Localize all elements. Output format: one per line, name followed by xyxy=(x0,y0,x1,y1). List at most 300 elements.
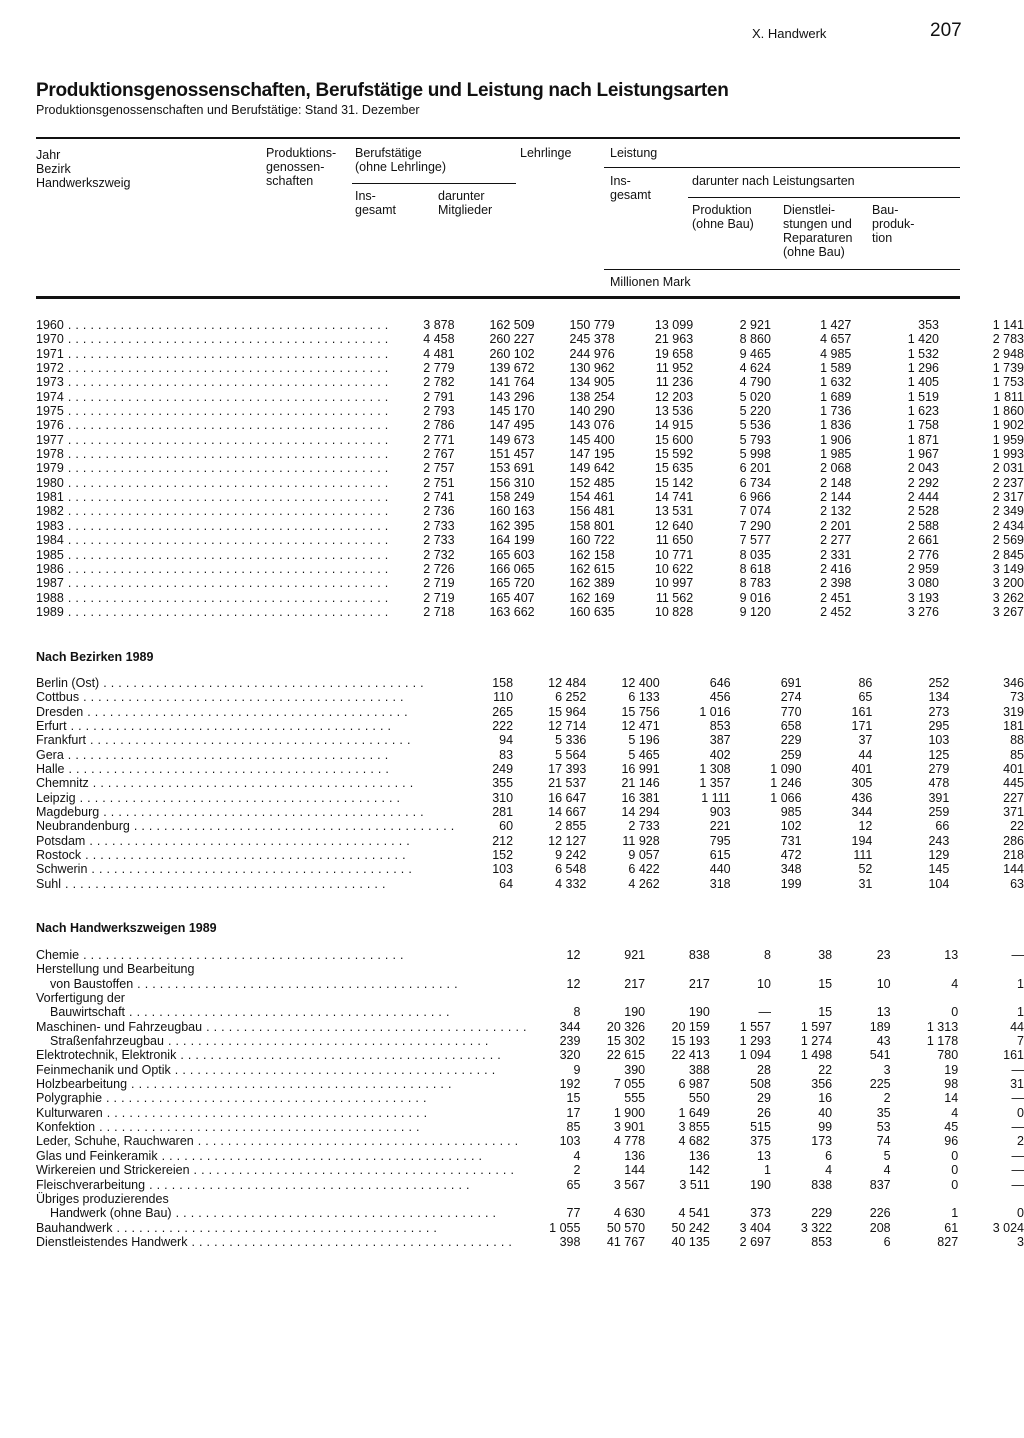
table-cell: 160 635 xyxy=(569,604,615,619)
table-cell: 94 xyxy=(499,733,514,748)
table-row xyxy=(36,490,1024,504)
table-row xyxy=(36,1192,1024,1206)
table-cell: 318 xyxy=(709,876,731,891)
table-cell: 10 xyxy=(757,976,771,991)
table-cell: 2 452 xyxy=(820,604,852,619)
table-row xyxy=(36,748,1024,762)
table-cell: 281 xyxy=(492,805,514,820)
table-cell: 0 xyxy=(951,1163,959,1178)
table-cell: 2 786 xyxy=(423,418,455,433)
table-cell: 103 xyxy=(492,862,514,877)
row-label: Berlin (Ost) . . . xyxy=(36,676,455,690)
table-cell: 173 xyxy=(811,1134,833,1149)
table-cell: 550 xyxy=(688,1091,710,1106)
table-row xyxy=(36,461,1024,475)
table-cell: 1 519 xyxy=(907,389,939,404)
table-cell: 4 332 xyxy=(555,876,587,891)
table-cell: 11 928 xyxy=(622,833,660,848)
table-row xyxy=(36,834,1024,848)
table-cell: 1 623 xyxy=(907,404,939,419)
table-cell: 2 201 xyxy=(820,518,852,533)
table-cell: 837 xyxy=(869,1177,891,1192)
table-cell: 838 xyxy=(688,948,710,962)
table-row xyxy=(36,1120,1024,1134)
table-row xyxy=(36,1235,1024,1249)
row-label: Frankfurt . . . xyxy=(36,733,455,747)
table-cell: 165 603 xyxy=(489,547,535,562)
table-cell: 136 xyxy=(688,1148,710,1163)
table-cell: 26 xyxy=(757,1105,771,1120)
rule-under-darunter xyxy=(688,197,960,198)
table-cell: 827 xyxy=(937,1234,959,1249)
table-cell: 1 016 xyxy=(699,704,731,719)
table-cell: 2 719 xyxy=(423,590,455,605)
table-cell: 199 xyxy=(780,876,802,891)
table-cell: 2 733 xyxy=(628,819,660,834)
table-cell: 3 267 xyxy=(992,604,1024,619)
table-cell: 1 xyxy=(1017,1005,1024,1020)
table-cell: 4 790 xyxy=(739,375,771,390)
table-cell: 3 901 xyxy=(613,1120,646,1135)
row-label: Kulturwaren . . . xyxy=(36,1106,527,1120)
table-cell: 1 906 xyxy=(820,432,852,447)
table-cell: 1 985 xyxy=(820,447,852,462)
table-cell: 143 296 xyxy=(489,389,535,404)
table-row xyxy=(36,347,1024,361)
table-cell: 4 630 xyxy=(613,1206,646,1221)
table-cell: 2 855 xyxy=(555,819,587,834)
table-cell xyxy=(645,991,710,1005)
table-cell: 2 588 xyxy=(907,518,939,533)
table-cell: 1 178 xyxy=(926,1034,959,1049)
table-cell: 7 055 xyxy=(613,1077,646,1092)
table-cell: 5 998 xyxy=(739,447,771,462)
row-label: Fleischverarbeitung . . . xyxy=(36,1178,527,1192)
row-label: Cottbus . . . xyxy=(36,690,455,704)
table-cell: 375 xyxy=(750,1134,771,1149)
table-cell: 780 xyxy=(937,1048,959,1063)
table-cell: 8 035 xyxy=(739,547,771,562)
table-cell: 15 xyxy=(818,976,833,991)
table-cell: 2 434 xyxy=(992,518,1024,533)
table-cell: 391 xyxy=(928,790,950,805)
table-cell: 2 718 xyxy=(423,604,455,619)
row-label: 1973 . . . xyxy=(36,375,389,389)
table-cell: 265 xyxy=(492,704,514,719)
table-cell: 111 xyxy=(853,848,873,863)
table-cell: 50 242 xyxy=(671,1220,710,1235)
table-cell: 225 xyxy=(869,1077,891,1092)
table-cell: 3 024 xyxy=(992,1220,1024,1235)
table-cell: 2 733 xyxy=(423,533,455,548)
table-cell: 134 xyxy=(928,690,950,705)
table-cell: 1 498 xyxy=(800,1048,833,1063)
row-label: Leipzig . . . xyxy=(36,791,455,805)
row-label: Holzbearbeitung . . . xyxy=(36,1077,527,1091)
table-header-bottom-rule xyxy=(36,296,960,299)
table-cell: 1 066 xyxy=(770,790,802,805)
table-cell: 401 xyxy=(851,762,873,777)
table-cell: 1 094 xyxy=(739,1048,771,1063)
table-cell: 10 771 xyxy=(654,547,694,562)
table-cell: 12 127 xyxy=(548,833,587,848)
table-cell xyxy=(527,991,581,1005)
table-cell: 154 461 xyxy=(569,490,615,505)
table-cell: 1 xyxy=(1017,976,1024,991)
table-cell: 2 771 xyxy=(423,432,455,447)
table-row xyxy=(36,1048,1024,1062)
table-cell: 52 xyxy=(858,862,873,877)
row-label: Bauwirtschaft . . . xyxy=(36,1005,527,1019)
table-cell: 217 xyxy=(624,976,646,991)
table-cell: 162 509 xyxy=(489,318,535,332)
table-cell: 1 753 xyxy=(992,375,1024,390)
running-head: X. Handwerk xyxy=(752,26,827,41)
table-row xyxy=(36,819,1024,833)
table-cell: 37 xyxy=(858,733,873,748)
header-bauproduktion: Bau- produk- tion xyxy=(872,203,915,245)
table-cell xyxy=(527,962,581,976)
table-cell xyxy=(645,962,710,976)
table-cell: 22 615 xyxy=(606,1048,646,1063)
table-row xyxy=(36,877,1024,891)
row-label: 1960 . . . xyxy=(36,318,389,332)
table-cell: 1 900 xyxy=(613,1105,646,1120)
table-cell: 166 065 xyxy=(489,561,535,576)
table-cell: 181 xyxy=(1003,719,1024,734)
table-cell: 1 141 xyxy=(992,318,1024,332)
table-cell: 218 xyxy=(1003,848,1024,863)
table-cell: 853 xyxy=(709,719,731,734)
table-cell: 165 407 xyxy=(489,590,535,605)
table-cell: 8 860 xyxy=(739,332,771,347)
table-cell: 2 528 xyxy=(907,504,939,519)
table-cell: 7 577 xyxy=(739,533,771,548)
table-cell: 1 055 xyxy=(549,1220,581,1235)
table-cell: 13 xyxy=(944,948,959,962)
table-cell: 9 057 xyxy=(628,848,660,863)
table-cell: 903 xyxy=(709,805,731,820)
table-row xyxy=(36,1206,1024,1220)
table-cell: 3 149 xyxy=(992,561,1024,576)
table-cell: 73 xyxy=(1010,690,1024,705)
table-cell: 151 457 xyxy=(489,447,535,462)
table-cell: 1 296 xyxy=(907,361,939,376)
table-cell: 1 739 xyxy=(992,361,1024,376)
table-cell: 38 xyxy=(818,948,833,962)
table-cell: 156 310 xyxy=(489,475,535,490)
page-number: 207 xyxy=(930,20,962,41)
table-cell: 152 xyxy=(492,848,514,863)
table-cell: 23 xyxy=(876,948,891,962)
table-cell: 2 733 xyxy=(423,518,455,533)
table-cell: 353 xyxy=(918,318,939,332)
table-cell: 222 xyxy=(492,719,514,734)
table-cell: 1 959 xyxy=(992,432,1024,447)
table-row xyxy=(36,1063,1024,1077)
table-cell: 356 xyxy=(811,1077,833,1092)
table-cell: 2 661 xyxy=(907,533,939,548)
table-cell: 1 589 xyxy=(820,361,852,376)
table-cell: 1 090 xyxy=(770,762,802,777)
table-cell: 15 592 xyxy=(654,447,694,462)
table-cell: 6 966 xyxy=(739,490,771,505)
table-cell: 2 751 xyxy=(423,475,455,490)
table-cell: 390 xyxy=(624,1062,646,1077)
table-cell: 8 783 xyxy=(739,576,771,591)
table-cell: — xyxy=(1011,948,1024,962)
table-cell: 85 xyxy=(566,1120,581,1135)
table-cell: 2 237 xyxy=(992,475,1024,490)
table-row xyxy=(36,705,1024,719)
table-cell: 3 xyxy=(1017,1234,1024,1249)
table-cell: 9 120 xyxy=(739,604,771,619)
table-cell: 9 242 xyxy=(555,848,587,863)
table-cell: 1 274 xyxy=(800,1034,833,1049)
table-cell: 252 xyxy=(928,676,950,690)
table-cell: — xyxy=(1011,1091,1024,1106)
row-label: Erfurt . . . xyxy=(36,719,455,733)
table-cell: 189 xyxy=(869,1019,891,1034)
table-cell: 1 632 xyxy=(820,375,852,390)
table-cell: 2 349 xyxy=(992,504,1024,519)
table-cell: 2 148 xyxy=(820,475,852,490)
row-label: Glas und Feinkeramik . . . xyxy=(36,1149,527,1163)
table-row xyxy=(36,433,1024,447)
table-cell xyxy=(710,991,771,1005)
table-cell: 3 567 xyxy=(613,1177,646,1192)
table-cell: 142 xyxy=(688,1163,710,1178)
table-cell: 1 758 xyxy=(907,418,939,433)
row-label: Chemnitz . . . xyxy=(36,776,455,790)
table-cell xyxy=(527,1192,581,1206)
table-cell: 160 722 xyxy=(569,533,615,548)
table-cell: 0 xyxy=(1017,1206,1024,1221)
table-cell: 15 964 xyxy=(548,704,587,719)
header-unit: Millionen Mark xyxy=(610,275,691,289)
table-cell xyxy=(832,962,891,976)
table-cell: 14 667 xyxy=(548,805,587,820)
rule-above-unit xyxy=(604,269,960,270)
table-years xyxy=(36,318,1024,619)
table-cell: 2 776 xyxy=(907,547,939,562)
table-cell: 4 xyxy=(573,1148,581,1163)
table-cell: 15 600 xyxy=(654,432,694,447)
table-cell: 163 662 xyxy=(489,604,535,619)
table-cell: 50 570 xyxy=(606,1220,646,1235)
table-cell: 3 322 xyxy=(800,1220,833,1235)
table-cell: 16 647 xyxy=(548,790,587,805)
table-cell: 1 597 xyxy=(800,1019,833,1034)
table-cell: 16 xyxy=(818,1091,833,1106)
table-cell: 2 791 xyxy=(423,389,455,404)
header-leistung: Leistung xyxy=(610,146,658,160)
table-cell: 1 293 xyxy=(739,1034,771,1049)
table-row xyxy=(36,1221,1024,1235)
table-cell: 7 xyxy=(1017,1034,1024,1049)
table-row xyxy=(36,548,1024,562)
table-cell: 0 xyxy=(951,1177,959,1192)
table-cell xyxy=(771,1192,832,1206)
table-cell: 158 249 xyxy=(489,490,535,505)
table-cell: 3 404 xyxy=(739,1220,771,1235)
table-cell: 229 xyxy=(811,1206,833,1221)
row-label: 1988 . . . xyxy=(36,591,389,605)
table-cell: 0 xyxy=(951,1148,959,1163)
row-label: 1986 . . . xyxy=(36,562,389,576)
table-cell xyxy=(891,1192,959,1206)
table-cell: 348 xyxy=(780,862,802,877)
table-cell: 43 xyxy=(876,1034,891,1049)
table-cell: 134 905 xyxy=(569,375,615,390)
table-cell xyxy=(958,1192,1024,1206)
table-row xyxy=(36,690,1024,704)
table-row xyxy=(36,476,1024,490)
table-cell: 162 395 xyxy=(489,518,535,533)
table-cell: 6 422 xyxy=(628,862,660,877)
table-cell xyxy=(958,991,1024,1005)
table-cell: 4 458 xyxy=(423,332,455,347)
table-cell xyxy=(832,991,891,1005)
table-cell: 795 xyxy=(709,833,731,848)
table-cell: 2 732 xyxy=(423,547,455,562)
row-label: Konfektion . . . xyxy=(36,1120,527,1134)
table-cell: 2 741 xyxy=(423,490,455,505)
table-cell: 6 987 xyxy=(678,1077,710,1092)
table-cell: 217 xyxy=(688,976,710,991)
table-cell: 249 xyxy=(492,762,514,777)
table-cell: 2 921 xyxy=(739,318,771,332)
table-cell: 1 246 xyxy=(770,776,802,791)
table-cell: 85 xyxy=(1010,747,1024,762)
table-cell: 2 xyxy=(573,1163,581,1178)
table-cell: 29 xyxy=(757,1091,771,1106)
table-cell: 4 xyxy=(951,1105,959,1120)
table-cell: — xyxy=(1011,1062,1024,1077)
table-cell: 63 xyxy=(1010,876,1024,891)
table-row xyxy=(36,576,1024,590)
table-cell: 12 400 xyxy=(621,676,660,690)
table-cell: 770 xyxy=(780,704,802,719)
row-label: 1972 . . . xyxy=(36,361,389,375)
table-cell: 13 xyxy=(876,1005,891,1020)
table-cell: 1 420 xyxy=(907,332,939,347)
row-label: Magdeburg . . . xyxy=(36,805,455,819)
table-cell: 371 xyxy=(1003,805,1024,820)
table-cell: 260 102 xyxy=(489,346,535,361)
row-label: Elektrotechnik, Elektronik . . . xyxy=(36,1048,527,1062)
table-cell: 320 xyxy=(559,1048,581,1063)
table-cell: 921 xyxy=(624,948,646,962)
table-cell: 41 767 xyxy=(606,1234,646,1249)
table-cell: 144 xyxy=(624,1163,646,1178)
table-cell xyxy=(580,962,645,976)
table-cell: 1 xyxy=(951,1206,959,1221)
row-label: Potsdam . . . xyxy=(36,834,455,848)
row-label: 1977 . . . xyxy=(36,433,389,447)
table-row xyxy=(36,562,1024,576)
table-cell: 1 871 xyxy=(907,432,939,447)
table-cell: 2 845 xyxy=(992,547,1024,562)
table-row xyxy=(36,962,1024,976)
table-cell: 541 xyxy=(869,1048,891,1063)
table-cell: 0 xyxy=(1017,1105,1024,1120)
table-cell: 1 649 xyxy=(678,1105,710,1120)
table-cell xyxy=(580,991,645,1005)
table-cell: — xyxy=(1011,1177,1024,1192)
table-cell: 17 393 xyxy=(548,762,587,777)
table-cell: 20 159 xyxy=(671,1019,710,1034)
table-cell: 162 389 xyxy=(569,576,615,591)
table-cell xyxy=(771,962,832,976)
row-label: Wirkereien und Strickereien . . . xyxy=(36,1163,527,1177)
table-cell: 7 074 xyxy=(739,504,771,519)
table-cell: 1 860 xyxy=(992,404,1024,419)
row-label: von Baustoffen . . . xyxy=(36,977,527,991)
table-cell: 14 xyxy=(944,1091,959,1106)
row-label: 1971 . . . xyxy=(36,347,389,361)
table-cell: 45 xyxy=(944,1120,959,1135)
table-cell: 3 276 xyxy=(907,604,939,619)
table-cell: 28 xyxy=(757,1062,771,1077)
table-cell: 13 536 xyxy=(654,404,694,419)
page-title: Produktionsgenossenschaften, Berufstätige und Leistung nach Leistungsarten xyxy=(36,80,729,101)
table-cell: 12 xyxy=(566,948,581,962)
table-row xyxy=(36,762,1024,776)
table-cell: 190 xyxy=(624,1005,646,1020)
table-cell: 985 xyxy=(780,805,802,820)
table-cell: 65 xyxy=(566,1177,581,1192)
table-cell: 508 xyxy=(750,1077,771,1092)
table-cell: 227 xyxy=(1003,790,1024,805)
section-heading-bezirke: Nach Bezirken 1989 xyxy=(36,650,154,664)
table-row xyxy=(36,447,1024,461)
table-row xyxy=(36,676,1024,690)
table-cell: 35 xyxy=(876,1105,891,1120)
rule-under-leistung xyxy=(604,167,960,168)
table-row xyxy=(36,375,1024,389)
table-cell: 190 xyxy=(688,1005,710,1020)
table-cell: 190 xyxy=(750,1177,771,1192)
table-cell: 11 562 xyxy=(655,590,694,605)
table-cell: 4 xyxy=(825,1163,833,1178)
table-cell: 221 xyxy=(709,819,731,834)
table-cell: 192 xyxy=(559,1077,581,1092)
table-cell: 6 548 xyxy=(555,862,587,877)
table-cell: 153 691 xyxy=(489,461,535,476)
header-lehrlinge: Lehrlinge xyxy=(520,146,572,160)
row-label: Maschinen- und Fahrzeugbau . . . xyxy=(36,1020,527,1034)
table-cell xyxy=(580,1192,645,1206)
table-cell: 44 xyxy=(858,747,873,762)
row-label: 1974 . . . xyxy=(36,390,389,404)
table-cell: 11 236 xyxy=(655,375,694,390)
table-row xyxy=(36,1077,1024,1091)
table-cell: 158 801 xyxy=(569,518,615,533)
table-cell: 259 xyxy=(928,805,950,820)
table-cell: 2 948 xyxy=(992,346,1024,361)
table-row xyxy=(36,848,1024,862)
table-cell: 22 413 xyxy=(671,1048,710,1063)
table-cell: 3 xyxy=(883,1062,891,1077)
table-cell: 99 xyxy=(818,1120,833,1135)
table-cell: 245 378 xyxy=(569,332,615,347)
table-cell: 10 xyxy=(876,976,891,991)
table-row xyxy=(36,318,1024,332)
table-cell: 162 169 xyxy=(569,590,615,605)
table-cell: 2 757 xyxy=(423,461,455,476)
header-insgesamt: Ins- gesamt xyxy=(355,189,396,217)
